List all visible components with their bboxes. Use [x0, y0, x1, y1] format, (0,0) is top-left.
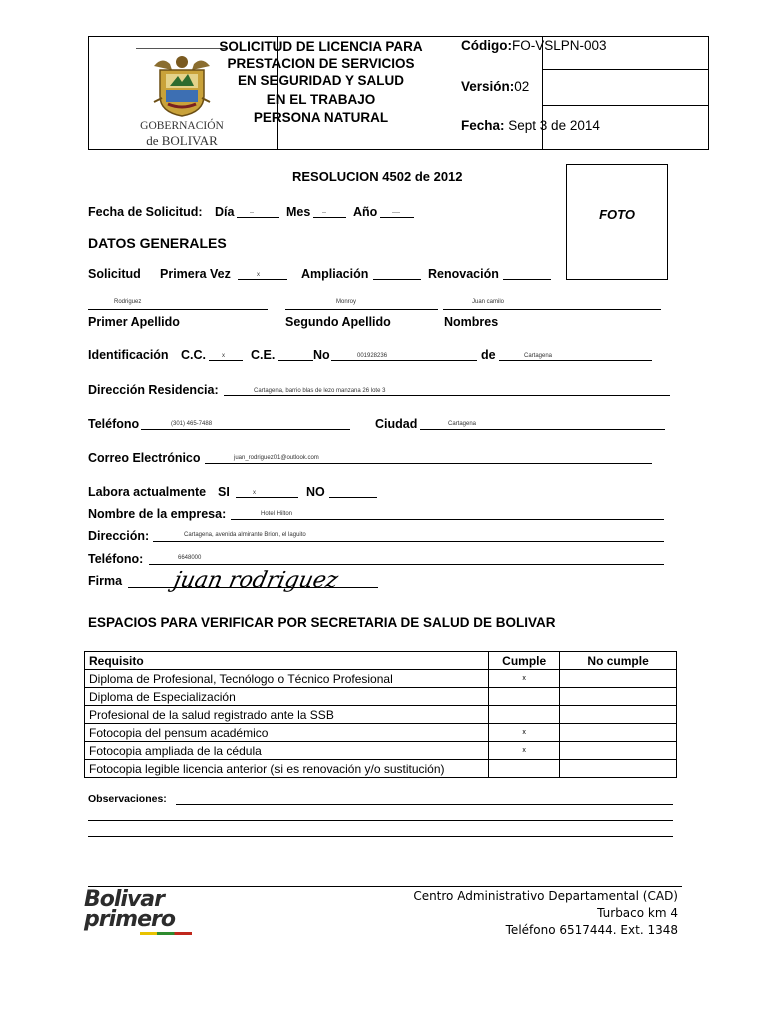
renovacion-label: Renovación — [428, 267, 499, 281]
direccion-empresa-field[interactable] — [153, 541, 664, 542]
footer-address-line: Turbaco km 4 — [597, 906, 678, 920]
id-number-value: 001928236 — [357, 353, 388, 359]
requirements-table — [84, 651, 677, 778]
dia-value: -- — [250, 210, 254, 216]
version-field: Versión:02 — [461, 79, 530, 94]
expedition-place-field[interactable] — [499, 360, 652, 361]
photo-box[interactable] — [566, 164, 668, 280]
table-row — [85, 706, 677, 724]
primer-apellido-label: Primer Apellido — [88, 315, 180, 329]
no-cumple-cell[interactable] — [560, 706, 677, 724]
form-title-line: EN SEGURIDAD Y SALUD — [237, 73, 405, 88]
nombres-label: Nombres — [444, 315, 499, 329]
requirement-text: Profesional de la salud registrado ante la SSB — [85, 706, 489, 724]
signature: juan rodriguez — [171, 568, 341, 593]
telefono-label: Teléfono — [88, 417, 140, 431]
requirement-text: Diploma de Profesional, Tecnólogo o Técnico Profesional — [85, 670, 489, 688]
telefono-value: (301) 465-7488 — [171, 421, 213, 427]
primer-apellido-value: Rodriguez — [114, 299, 142, 305]
table-row — [85, 742, 677, 760]
requirement-text: Fotocopia legible licencia anterior (si es renovación y/o sustitución) — [85, 760, 489, 778]
fecha-field: Fecha: Sept 3 de 2014 — [461, 118, 600, 133]
mes-value: -- — [322, 210, 326, 216]
cumple-header: Cumple — [489, 652, 560, 670]
no-cumple-cell[interactable] — [560, 670, 677, 688]
primera-vez-field[interactable] — [238, 279, 287, 280]
labora-si-label: SI — [218, 485, 230, 499]
observaciones-label: Observaciones: — [88, 793, 167, 805]
table-row — [85, 760, 677, 778]
cumple-cell[interactable]: x — [489, 742, 560, 760]
observaciones-field-1[interactable] — [176, 804, 673, 805]
correo-value: juan_rodriguez01@outlook.com — [234, 455, 319, 461]
direccion-empresa-value: Cartagena, avenida almirante Brion, el laguito — [184, 532, 306, 538]
ano-value: ---- — [392, 210, 400, 216]
labora-label: Labora actualmente — [88, 485, 207, 499]
labora-no-label: NO — [306, 485, 325, 499]
observaciones-field-2[interactable] — [88, 820, 673, 821]
correo-label: Correo Electrónico — [88, 451, 201, 465]
cc-label: C.C. — [181, 348, 206, 362]
table-row — [85, 688, 677, 706]
no-label: No — [313, 348, 330, 362]
labora-si-field[interactable] — [236, 497, 298, 498]
no-cumple-cell[interactable] — [560, 760, 677, 778]
nombres-field[interactable] — [443, 309, 661, 310]
no-cumple-cell[interactable] — [560, 688, 677, 706]
renovacion-field[interactable] — [503, 279, 551, 280]
table-row — [85, 670, 677, 688]
verify-heading: ESPACIOS PARA VERIFICAR POR SECRETARIA DE SALUD DE BOLIVAR — [88, 615, 556, 630]
requirement-text: Diploma de Especialización — [85, 688, 489, 706]
direccion-residencia-value: Cartagena, barrio blas de lezo manzana 26 lote 3 — [254, 388, 386, 394]
mes-field[interactable] — [313, 217, 346, 218]
cc-value: x — [222, 353, 225, 359]
datos-generales-heading: DATOS GENERALES — [88, 235, 227, 251]
observaciones-field-3[interactable] — [88, 836, 673, 837]
de-label: de — [481, 348, 496, 362]
empresa-field[interactable] — [231, 519, 664, 520]
direccion-residencia-label: Dirección Residencia: — [88, 383, 219, 397]
no-cumple-cell[interactable] — [560, 742, 677, 760]
form-title-line: PRESTACION DE SERVICIOS — [227, 56, 415, 71]
ce-field[interactable] — [278, 360, 313, 361]
cumple-cell[interactable]: x — [489, 724, 560, 742]
cc-field[interactable] — [209, 360, 243, 361]
telefono-empresa-label: Teléfono: — [88, 552, 144, 566]
correo-field[interactable] — [205, 463, 652, 464]
cumple-cell[interactable] — [489, 688, 560, 706]
firma-label: Firma — [88, 574, 123, 588]
direccion-empresa-label: Dirección: — [88, 529, 150, 543]
logo-word-2: primero — [84, 907, 175, 932]
primer-apellido-field[interactable] — [88, 309, 268, 310]
logo-word-1: Bolivar — [84, 887, 165, 912]
form-title-line: SOLICITUD DE LICENCIA PARA — [219, 39, 423, 54]
segundo-apellido-label: Segundo Apellido — [285, 315, 391, 329]
logo-flag-stripe — [140, 932, 192, 935]
direccion-residencia-field[interactable] — [224, 395, 670, 396]
expedition-place-value: Cartagena — [524, 353, 553, 359]
cumple-cell[interactable]: x — [489, 670, 560, 688]
id-number-field[interactable] — [331, 360, 477, 361]
empresa-label: Nombre de la empresa: — [88, 507, 227, 521]
cumple-cell[interactable] — [489, 706, 560, 724]
requirement-text: Fotocopia ampliada de la cédula — [85, 742, 489, 760]
telefono-empresa-field[interactable] — [149, 564, 664, 565]
ano-field[interactable] — [380, 217, 414, 218]
ciudad-value: Cartagena — [448, 421, 477, 427]
empresa-value: Hotel Hilton — [261, 511, 293, 517]
mes-label: Mes — [286, 205, 311, 219]
ampliacion-field[interactable] — [373, 279, 421, 280]
codigo-field: Código:FO-VSLPN-003 — [461, 38, 607, 53]
telefono-empresa-value: 6648000 — [178, 555, 202, 561]
ciudad-field[interactable] — [420, 429, 665, 430]
fecha-solicitud-label: Fecha de Solicitud: — [88, 205, 203, 219]
segundo-apellido-field[interactable] — [285, 309, 438, 310]
dia-label: Día — [215, 205, 235, 219]
requirement-text: Fotocopia del pensum académico — [85, 724, 489, 742]
ce-label: C.E. — [251, 348, 276, 362]
dia-field[interactable] — [237, 217, 279, 218]
photo-label: FOTO — [599, 207, 635, 222]
no-cumple-cell[interactable] — [560, 724, 677, 742]
no-cumple-header: No cumple — [560, 652, 677, 670]
ano-label: Año — [353, 205, 378, 219]
ciudad-label: Ciudad — [375, 417, 418, 431]
labora-no-field[interactable] — [329, 497, 377, 498]
bolivar-primero-logo — [80, 887, 198, 939]
primera-vez-label: Primera Vez — [160, 267, 231, 281]
ampliacion-label: Ampliación — [301, 267, 369, 281]
logo-text: GOBERNACIÓN — [140, 120, 224, 132]
primera-vez-value: x — [257, 272, 260, 278]
nombres-value: Juan camilo — [472, 299, 505, 305]
form-title-line: EN EL TRABAJO — [266, 92, 376, 107]
logo-text-2: de BOLIVAR — [146, 133, 218, 148]
form-title-line: PERSONA NATURAL — [253, 110, 389, 125]
footer-address-line: Teléfono 6517444. Ext. 1348 — [505, 923, 678, 937]
telefono-field[interactable] — [141, 429, 350, 430]
cumple-cell[interactable] — [489, 760, 560, 778]
identificacion-label: Identificación — [88, 348, 169, 362]
table-row — [85, 724, 677, 742]
requisito-header: Requisito — [85, 652, 489, 670]
solicitud-label: Solicitud — [88, 267, 141, 281]
resolution-title: RESOLUCION 4502 de 2012 — [292, 169, 463, 184]
footer-address-line: Centro Administrativo Departamental (CAD) — [413, 889, 678, 903]
labora-si-value: x — [253, 490, 256, 496]
segundo-apellido-value: Monroy — [336, 299, 357, 305]
